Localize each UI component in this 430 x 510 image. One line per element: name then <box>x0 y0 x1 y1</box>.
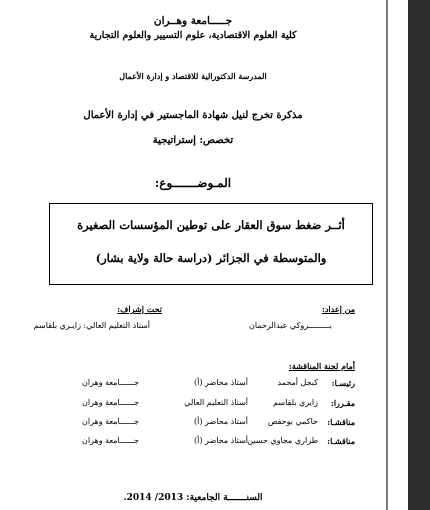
university-name: جـــــامعة وهــران <box>153 15 233 27</box>
committee-heading: أمام لجنة المناقشة: <box>288 361 355 371</box>
committee-member-rank: أستاذ محاضر (أ) <box>194 417 248 426</box>
author-name: بـــــــــروكي عبدالرحمان <box>249 321 332 330</box>
page-edge <box>386 0 388 510</box>
thesis-specialty: تخصص: إستراتيجية <box>152 135 234 146</box>
committee-member-rank: أستاذ محاضر (أ) <box>194 436 248 445</box>
topic-heading: المـوضـــــــوع: <box>154 176 232 190</box>
committee-member-institution: جــــــامعة وهران <box>81 398 139 407</box>
committee-role: رئيسـا: <box>331 378 355 388</box>
supervisor-name: أستاذ التعليم العالي: زايـري بلقاسم <box>33 321 150 330</box>
doctoral-school: المدرسة الدكتورالية للاقتصاد و إدارة الأعمال <box>119 71 267 81</box>
committee-member-institution: جــــــامعة وهران <box>81 436 139 445</box>
committee-role: مناقشـا: <box>327 417 355 427</box>
committee-role: مناقشـا: <box>327 436 355 446</box>
committee-member-rank: أستاذ التعليم العالي <box>184 398 248 407</box>
viewer-dark-margin <box>408 0 430 510</box>
committee-member-name: كبجل أمحمد <box>277 378 318 387</box>
committee-member-name: زايري بلقاسم <box>273 398 318 407</box>
committee-member-rank: أستاذ محاضر (أ) <box>194 378 248 387</box>
prepared-by-label: من إعداد: <box>321 304 355 314</box>
faculty-name: كلية العلوم الاقتصادية، علوم التسيير والعلوم التجارية <box>89 30 297 41</box>
thesis-purpose: مذكرة تخرج لنيل شهادة الماجستير في إدارة الأعمال <box>83 110 303 121</box>
academic-year: السنـــــــة الجامعية: 2013/ 2014. <box>123 493 263 503</box>
committee-role: مقـررا: <box>330 398 355 408</box>
committee-member-institution: جــــــامعة وهران <box>81 378 139 387</box>
topic-line-1: أثــر ضغط سوق العقار على توطين المؤسسات الصغيرة <box>77 218 345 232</box>
topic-line-2: والمتوسطة في الجزائر (دراسة حالة ولاية بشار) <box>95 251 327 265</box>
committee-member-institution: جــــــامعة وهران <box>81 417 139 426</box>
committee-member-name: حاكمي بوحفص <box>267 417 318 426</box>
committee-member-name: طراري مجاوي حسين <box>247 436 318 445</box>
topic-box <box>49 203 373 285</box>
supervised-by-label: تحت إشراف: <box>117 304 162 314</box>
